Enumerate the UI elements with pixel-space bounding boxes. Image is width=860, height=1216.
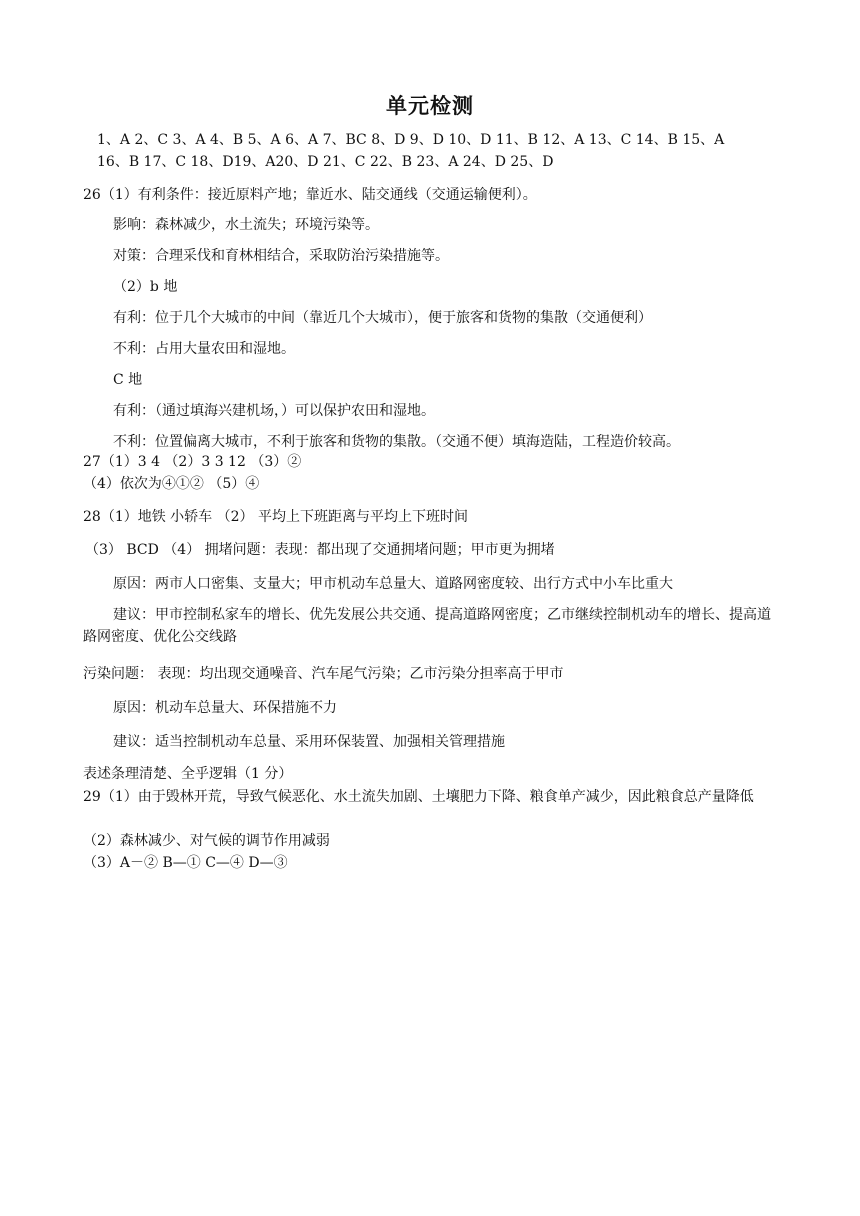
page-title: 单元检测 [386, 94, 474, 118]
q26-line-2: 影响：森林减少，水土流失；环境污染等。 [113, 217, 379, 233]
q26-line-7: C 地 [113, 372, 143, 388]
mcq-answers-line-2: 16、B 17、C 18、D19、A20、D 21、C 22、B 23、A 24、D 25、D [97, 154, 554, 170]
q28-line-3: 原因：两市人口密集、支量大；甲市机动车总量大、道路网密度较、出行方式中小车比重大 [113, 576, 673, 592]
q29-line-1: 29（1）由于毁林开荒，导致气候恶化、水土流失加剧、土壤肥力下降、粮食单产减少，因此粮食总产量降低 [83, 789, 754, 805]
q29-line-2: （2）森林减少、对气候的调节作用减弱 [83, 833, 330, 849]
q26-line-6: 不利：占用大量农田和湿地。 [113, 341, 295, 357]
q26-line-9: 不利：位置偏离大城市，不利于旅客和货物的集散。（交通不便）填海造陆，工程造价较高。 [113, 434, 680, 450]
q26-line-3: 对策：合理采伐和育林相结合，采取防治污染措施等。 [113, 248, 449, 264]
q26-line-1: 26（1）有利条件：接近原料产地；靠近水、陆交通线（交通运输便利）。 [83, 187, 537, 203]
q28-line-1: 28（1）地铁 小轿车 （2） 平均上下班距离与平均上下班时间 [83, 509, 468, 525]
q26-line-8: 有利：（通过填海兴建机场，）可以保护农田和湿地。 [113, 403, 435, 419]
q29-line-3: （3）A－② B—① C—④ D—③ [83, 855, 288, 871]
q28-line-2: （3） BCD （4） 拥堵问题：表现：都出现了交通拥堵问题；甲市更为拥堵 [85, 542, 555, 558]
q26-line-4: （2）b 地 [113, 279, 178, 295]
q28-line-5: 污染问题： 表现：均出现交通噪音、汽车尾气污染；乙市污染分担率高于甲市 [83, 666, 564, 682]
q26-line-5: 有利：位于几个大城市的中间（靠近几个大城市），便于旅客和货物的集散（交通便利） [113, 310, 652, 326]
q28-line-6: 原因：机动车总量大、环保措施不力 [113, 700, 337, 716]
mcq-answers-line-1: 1、A 2、C 3、A 4、B 5、A 6、A 7、BC 8、D 9、D 10、D 11、B 12、A 13、C 14、B 15、A [97, 132, 725, 148]
q27-line-2: （4）依次为④①② （5）④ [83, 476, 260, 492]
q28-line-7: 建议：适当控制机动车总量、采用环保装置、加强相关管理措施 [113, 734, 505, 750]
q27-line-1: 27（1）3 4 （2）3 3 12 （3）② [83, 454, 302, 470]
q28-line-4: 建议：甲市控制私家车的增长、优先发展公共交通、提高道路网密度；乙市继续控制机动车的增长、提高道路网密度、优化公交线路 [83, 607, 771, 645]
q28-line-8: 表述条理清楚、全乎逻辑（1 分） [83, 766, 293, 782]
